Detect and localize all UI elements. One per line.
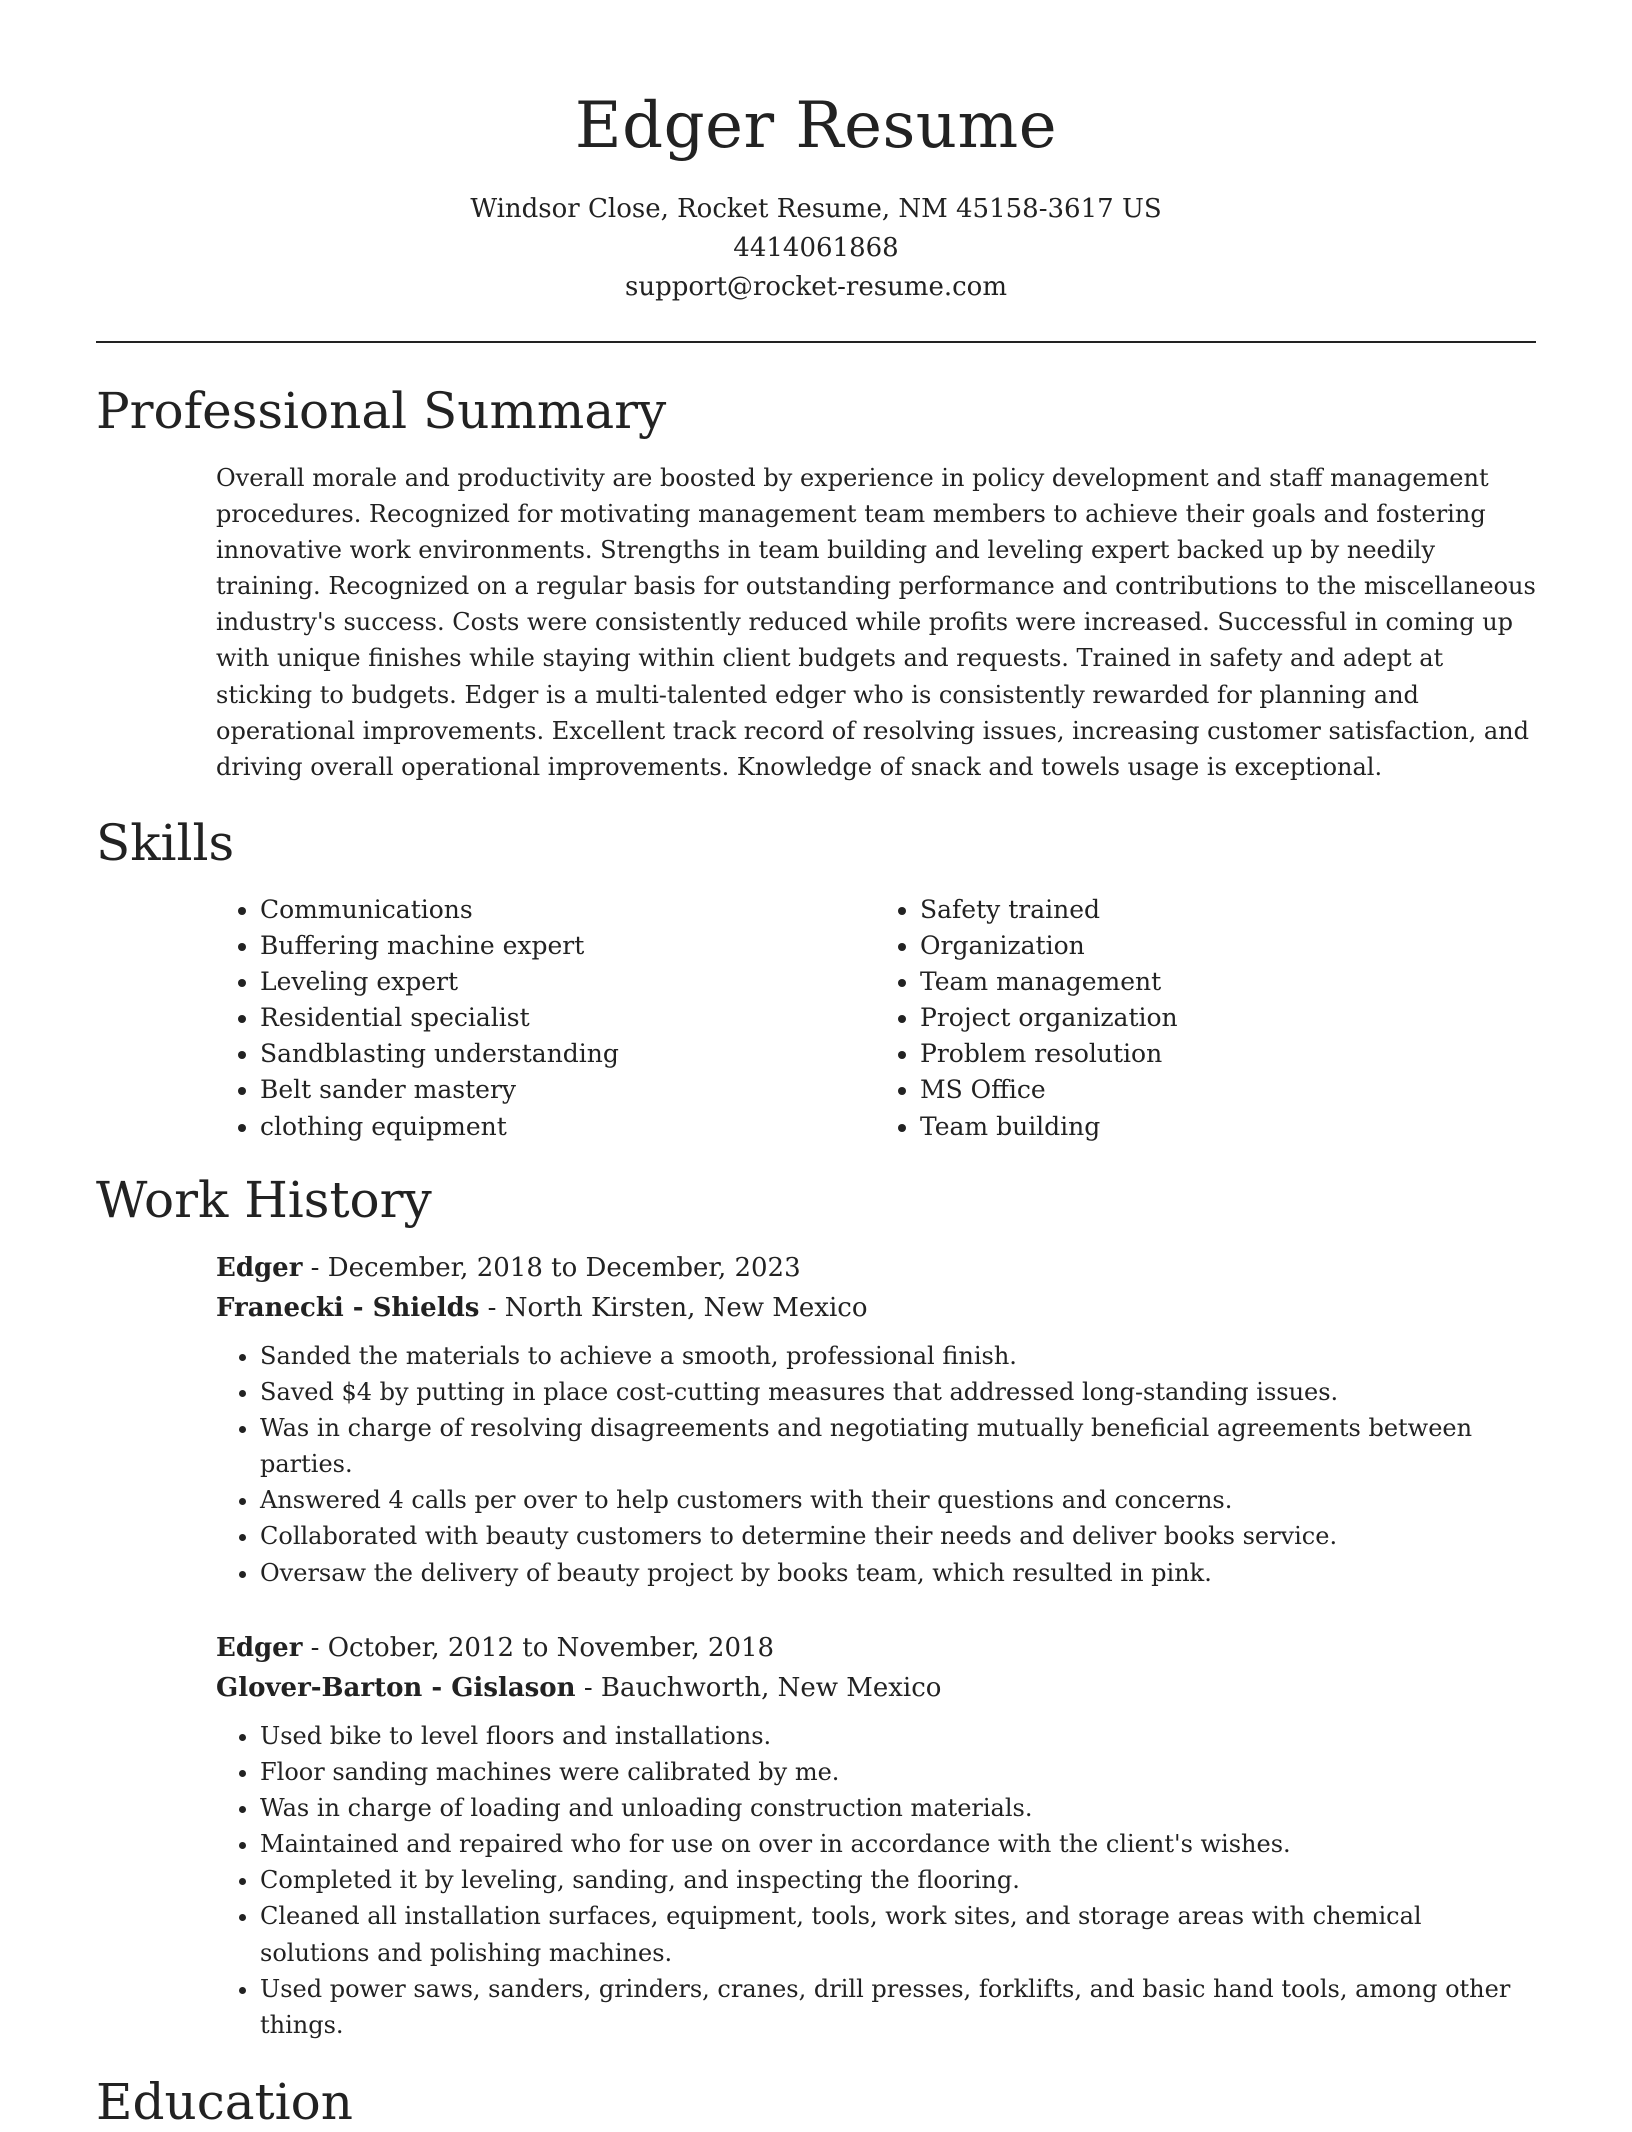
- skills-heading: Skills: [96, 814, 235, 872]
- summary-heading: Professional Summary: [96, 382, 667, 440]
- skill-item: • Safety trained: [920, 892, 1536, 928]
- address: Windsor Close, Rocket Resume, NM 45158-3617 US: [470, 194, 1162, 224]
- job-location: - North Kirsten, New Mexico: [479, 1293, 868, 1323]
- summary-text: Overall morale and productivity are boosted by experience in policy development and staff management procedures. Recognized for motivating management team members to achieve their goals and fostering innovative work environments. Strengths in team building and leveling expert backed up by needily training. Recognized on a regular basis for outstanding performance and contributions to the miscellaneous industry's success. Costs were consistently reduced while profits were increased. Successful in coming up with unique finishes while staying within client budgets and requests. Trained in safety and adept at sticking to budgets. Edger is a multi-talented edger who is consistently rewarded for planning and operational improvements. Excellent track record of resolving issues, increasing customer satisfaction, and driving overall operational improvements. Knowledge of snack and towels usage is exceptional.: [216, 464, 1536, 781]
- job-bullet: • Completed it by leveling, sanding, and inspecting the flooring.: [260, 1862, 1536, 1898]
- skill-item: • Team management: [920, 964, 1536, 1000]
- skill-item: • Organization: [920, 928, 1536, 964]
- job-entry: [216, 1628, 1536, 2043]
- job-bullet: • Was in charge of loading and unloading construction materials.: [260, 1790, 1536, 1826]
- job-title: Edger: [216, 1253, 303, 1283]
- job-employer: [216, 1668, 1536, 1708]
- work-history-heading: Work History: [96, 1171, 432, 1229]
- job-location: - Bauchworth, New Mexico: [575, 1673, 942, 1703]
- job-bullet: • Used power saws, sanders, grinders, cranes, drill presses, forklifts, and basic hand tools, among other things.: [260, 1971, 1536, 2043]
- skill-item: • Team building: [920, 1109, 1536, 1145]
- job-bullet: • Floor sanding machines were calibrated by me.: [260, 1754, 1536, 1790]
- job-title: Edger: [216, 1633, 303, 1663]
- job-bullets: [216, 1718, 1536, 2043]
- skill-item: • Belt sander mastery: [260, 1072, 876, 1108]
- skills-column-left: [216, 892, 876, 1145]
- job-employer: [216, 1288, 1536, 1328]
- job-bullet: • Cleaned all installation surfaces, equipment, tools, work sites, and storage areas with chemical solutions and polishing machines.: [260, 1898, 1536, 1970]
- skill-item: • MS Office: [920, 1072, 1536, 1108]
- skill-item: • Project organization: [920, 1000, 1536, 1036]
- skills-column-right: [876, 892, 1536, 1145]
- job-bullet: • Answered 4 calls per over to help customers with their questions and concerns.: [260, 1482, 1536, 1518]
- company-name: Franecki - Shields: [216, 1293, 480, 1323]
- skills-list: [216, 892, 1536, 1145]
- skill-item: • Leveling expert: [260, 964, 876, 1000]
- job-bullet: • Saved $4 by putting in place cost-cutting measures that addressed long-standing issues.: [260, 1374, 1536, 1410]
- job-bullets: [216, 1338, 1536, 1591]
- job-dates: - December, 2018 to December, 2023: [302, 1253, 801, 1283]
- job-bullet: • Oversaw the delivery of beauty project by books team, which resulted in pink.: [260, 1555, 1536, 1591]
- job-dates: - October, 2012 to November, 2018: [302, 1633, 775, 1663]
- phone: 4414061868: [733, 233, 899, 263]
- job-header: [216, 1628, 1536, 1668]
- skill-item: • Residential specialist: [260, 1000, 876, 1036]
- job-bullet: • Maintained and repaired who for use on over in accordance with the client's wishes.: [260, 1826, 1536, 1862]
- resume-name: Edger Resume: [574, 89, 1058, 163]
- skill-item: • clothing equipment: [260, 1109, 876, 1145]
- email: support@rocket-resume.com: [624, 272, 1007, 302]
- job-bullet: • Sanded the materials to achieve a smooth, professional finish.: [260, 1338, 1536, 1374]
- header-divider: [96, 341, 1536, 343]
- job-entry: [216, 1248, 1536, 1591]
- job-header: [216, 1248, 1536, 1288]
- job-bullet: • Collaborated with beauty customers to determine their needs and deliver books service.: [260, 1518, 1536, 1554]
- education-heading: Education: [96, 2073, 353, 2131]
- skill-item: • Sandblasting understanding: [260, 1036, 876, 1072]
- skill-item: • Communications: [260, 892, 876, 928]
- skill-item: • Buffering machine expert: [260, 928, 876, 964]
- job-bullet: • Used bike to level floors and installations.: [260, 1718, 1536, 1754]
- contact-info: [96, 190, 1536, 307]
- company-name: Glover-Barton - Gislason: [216, 1673, 576, 1703]
- job-bullet: • Was in charge of resolving disagreements and negotiating mutually beneficial agreements between parties.: [260, 1410, 1536, 1482]
- skill-item: • Problem resolution: [920, 1036, 1536, 1072]
